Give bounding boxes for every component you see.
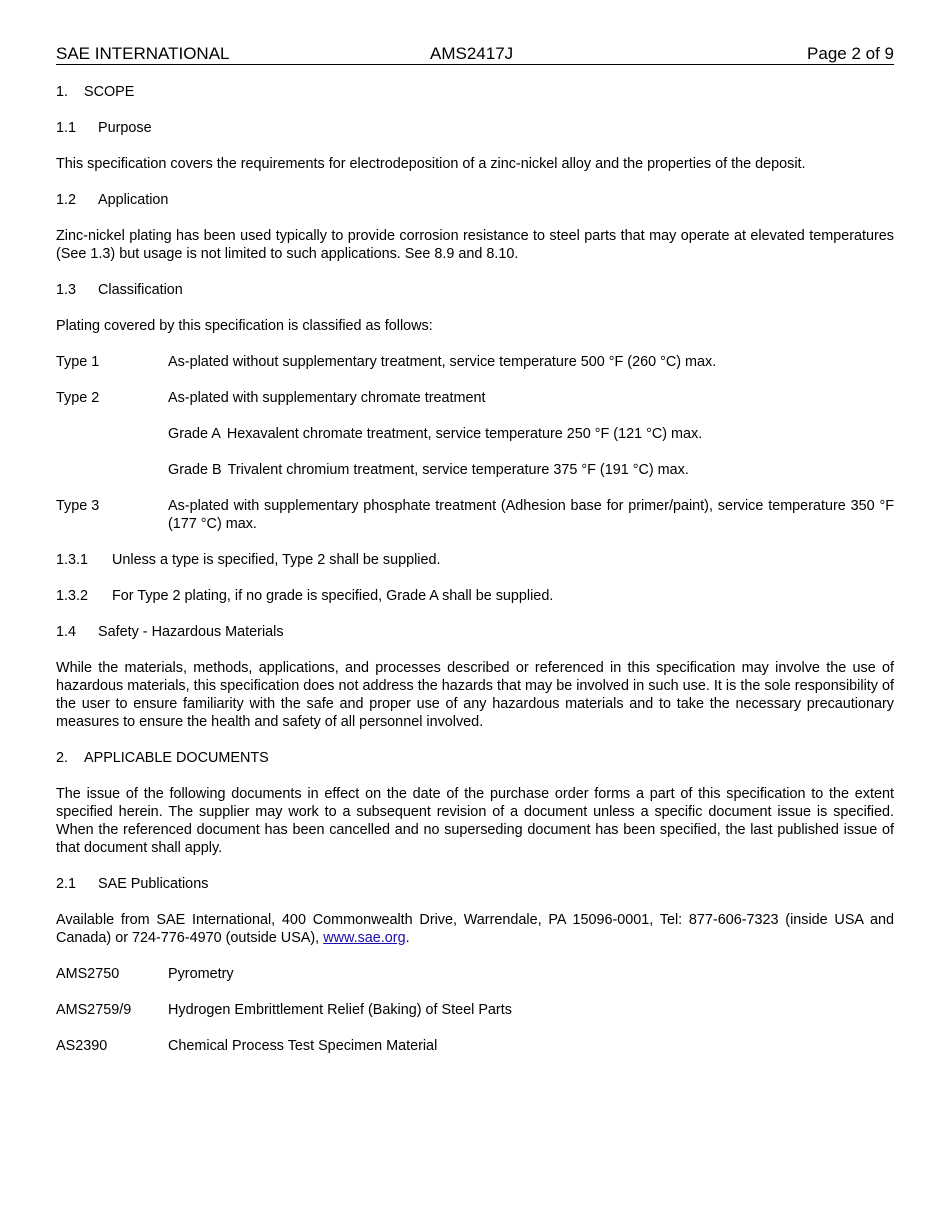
doc-row bbox=[56, 965, 894, 983]
doc-id: AMS2759/9 bbox=[56, 1002, 132, 1018]
doc-id: AS2390 bbox=[56, 1038, 108, 1054]
doc-id: AMS2750 bbox=[56, 966, 120, 982]
header-doc-number: AMS2417J bbox=[430, 44, 514, 63]
section-1-3-intro: Plating covered by this specification is classified as follows: bbox=[56, 318, 433, 334]
type-3-label: Type 3 bbox=[56, 498, 100, 514]
type-1-row bbox=[56, 353, 894, 371]
section-1-2-text: Zinc-nickel plating has been used typically to provide corrosion resistance to steel parts that may operate at elevated temperatures (See 1.3) but usage is not limited to such applications. See 8.9 and 8.10. bbox=[56, 228, 894, 262]
grade-a-row: Grade A Hexavalent chromate treatment, service temperature 250 °F (121 °C) max. bbox=[168, 426, 703, 442]
doc-row bbox=[56, 1001, 894, 1019]
page-header bbox=[56, 44, 894, 65]
sae-website-link[interactable]: www.sae.org bbox=[323, 930, 406, 946]
type-2-text: As-plated with supplementary chromate treatment bbox=[168, 390, 486, 406]
section-2-1-heading: 2.1 SAE Publications bbox=[56, 876, 209, 892]
doc-row bbox=[56, 1037, 894, 1055]
section-1-1-text: This specification covers the requirements for electrodeposition of a zinc-nickel alloy and the properties of the deposit. bbox=[56, 156, 806, 172]
section-1-2-heading: 1.2 Application bbox=[56, 192, 169, 208]
section-2-text: The issue of the following documents in effect on the date of the purchase order forms a part of this specification to the extent specified herein. The supplier may work to a subsequent revision of a document unless a specific document issue is specified. When the referenced document has been cancelled and no superseding document has been specified, the last published issue of that document shall apply. bbox=[56, 786, 894, 856]
type-3-row bbox=[56, 497, 894, 533]
type-3-text: As-plated with supplementary phosphate treatment (Adhesion base for primer/paint), service temperature 350 °F (177 °C) max. bbox=[168, 498, 894, 532]
grade-b-row: Grade B Trivalent chromium treatment, service temperature 375 °F (191 °C) max. bbox=[168, 462, 689, 478]
doc-title: Pyrometry bbox=[168, 966, 234, 982]
section-1-heading: 1. SCOPE bbox=[56, 84, 135, 100]
section-1-4-heading: 1.4 Safety - Hazardous Materials bbox=[56, 624, 284, 640]
document-body bbox=[56, 83, 894, 1073]
section-1-3-2: 1.3.2 For Type 2 plating, if no grade is specified, Grade A shall be supplied. bbox=[56, 588, 554, 604]
section-1-3-heading: 1.3 Classification bbox=[56, 282, 183, 298]
section-1-3-1: 1.3.1 Unless a type is specified, Type 2 shall be supplied. bbox=[56, 552, 441, 568]
type-1-label: Type 1 bbox=[56, 354, 100, 370]
section-1-1-heading: 1.1 Purpose bbox=[56, 120, 152, 136]
section-2-1-text: Available from SAE International, 400 Commonwealth Drive, Warrendale, PA 15096-0001, Tel: 877-606-7323 (inside USA and Canada) or 724-776-4970 (outside USA), www.sae.org. bbox=[56, 912, 894, 946]
doc-title: Hydrogen Embrittlement Relief (Baking) of Steel Parts bbox=[168, 1002, 512, 1018]
type-2-row bbox=[56, 389, 894, 407]
type-2-label: Type 2 bbox=[56, 390, 100, 406]
doc-title: Chemical Process Test Specimen Material bbox=[168, 1038, 438, 1054]
header-org: SAE INTERNATIONAL bbox=[56, 44, 230, 63]
header-page-number: Page 2 of 9 bbox=[807, 44, 894, 63]
section-2-heading: 2. APPLICABLE DOCUMENTS bbox=[56, 750, 269, 766]
section-1-4-text: While the materials, methods, applications, and processes described or referenced in this specification may involve the use of hazardous materials, this specification does not address the hazards that may be involved in such use. It is the sole responsibility of the user to ensure familiarity with the safe and proper use of any hazardous materials and to take the necessary precautionary measures to ensure the health and safety of all personnel involved. bbox=[56, 660, 894, 730]
type-1-text: As-plated without supplementary treatment, service temperature 500 °F (260 °C) max. bbox=[168, 354, 717, 370]
